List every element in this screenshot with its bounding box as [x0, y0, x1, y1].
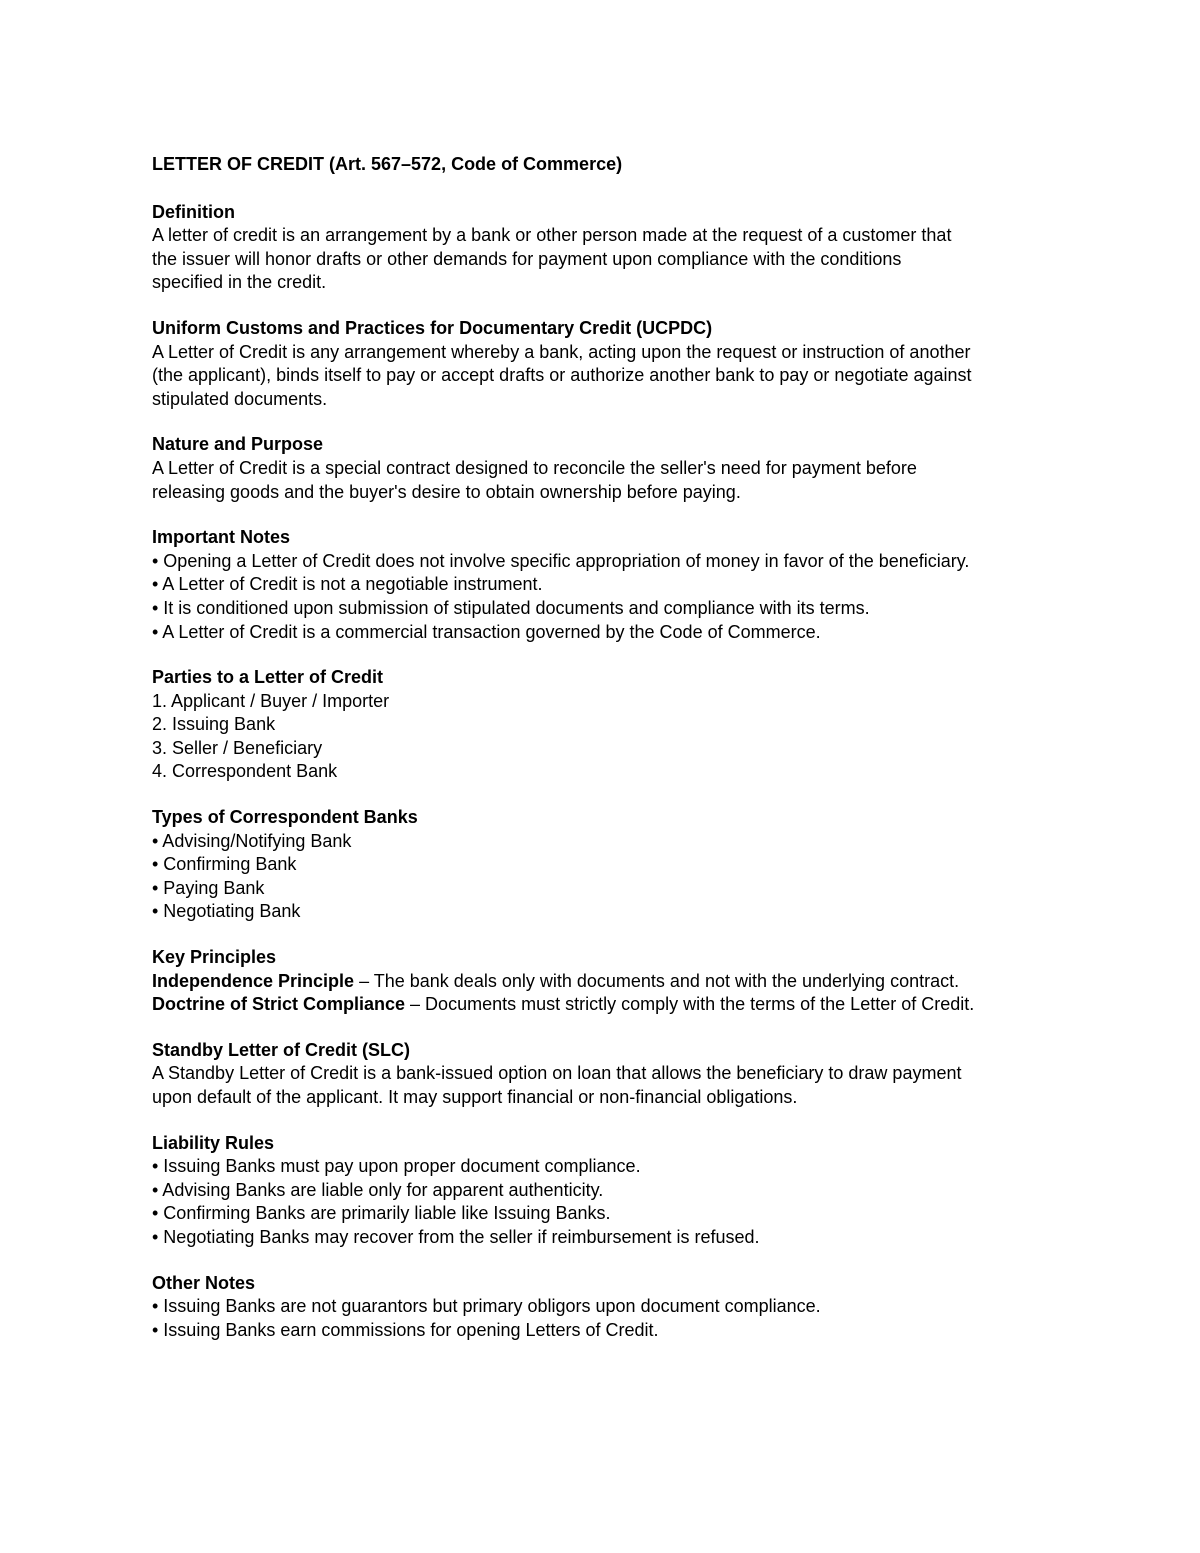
paragraph-line: the issuer will honor drafts or other demands for payment upon compliance with the conditions [152, 248, 902, 269]
section-standby [152, 1039, 1062, 1110]
bullet-list [152, 550, 1062, 644]
list-item: • Opening a Letter of Credit does not involve specific appropriation of money in favor of the beneficiary. [152, 550, 970, 571]
paragraph-line: stipulated documents. [152, 388, 328, 409]
section-ucpdc [152, 317, 1062, 411]
principle-term: Doctrine of Strict Compliance [152, 994, 406, 1015]
document-page [152, 153, 1062, 1364]
list-item: 3. Seller / Beneficiary [152, 737, 323, 758]
bullet-list [152, 1295, 1062, 1342]
section-liability [152, 1132, 1062, 1250]
section-heading: Other Notes [152, 1272, 256, 1293]
list-item: • Issuing Banks earn commissions for opening Letters of Credit. [152, 1319, 659, 1340]
list-item: • Advising/Notifying Bank [152, 830, 352, 851]
paragraph-line: specified in the credit. [152, 272, 327, 293]
list-item: • A Letter of Credit is a commercial transaction governed by the Code of Commerce. [152, 621, 821, 642]
section-definition [152, 201, 1062, 295]
numbered-list [152, 690, 1062, 784]
paragraph-line: A letter of credit is an arrangement by a bank or other person made at the request of a customer that [152, 225, 952, 246]
paragraph-line: (the applicant), binds itself to pay or accept drafts or authorize another bank to pay or negotiate against [152, 365, 972, 386]
principle-text: – Documents must strictly comply with the terms of the Letter of Credit. [405, 994, 975, 1015]
list-item: 2. Issuing Bank [152, 714, 276, 735]
list-item: • It is conditioned upon submission of stipulated documents and compliance with its terms. [152, 597, 870, 618]
paragraph-line: A Letter of Credit is a special contract designed to reconcile the seller's need for payment before [152, 457, 917, 478]
section-key-principles [152, 946, 1062, 1017]
principle-line [152, 970, 1062, 994]
list-item: • Issuing Banks must pay upon proper document compliance. [152, 1156, 641, 1177]
paragraph-line: A Letter of Credit is any arrangement whereby a bank, acting upon the request or instruction of another [152, 341, 971, 362]
paragraph-line: upon default of the applicant. It may support financial or non-financial obligations. [152, 1087, 798, 1107]
section-correspondent-types [152, 806, 1062, 924]
section-heading: Standby Letter of Credit (SLC) [152, 1039, 411, 1060]
list-item: • Issuing Banks are not guarantors but primary obligors upon document compliance. [152, 1296, 821, 1317]
list-item: 4. Correspondent Bank [152, 761, 338, 782]
section-heading: Important Notes [152, 527, 291, 548]
paragraph-line: A Standby Letter of Credit is a bank-issued option on loan that allows the beneficiary to draw payment [152, 1063, 962, 1084]
section-heading: Liability Rules [152, 1132, 275, 1153]
document-title: LETTER OF CREDIT (Art. 567–572, Code of Commerce) [152, 154, 623, 174]
section-heading: Uniform Customs and Practices for Documentary Credit (UCPDC) [152, 317, 713, 338]
list-item: • A Letter of Credit is not a negotiable instrument. [152, 574, 543, 595]
principle-line [152, 993, 1062, 1017]
section-parties [152, 666, 1062, 784]
section-nature-purpose [152, 433, 1062, 504]
principle-text: – The bank deals only with documents and not with the underlying contract. [354, 970, 960, 991]
list-item: • Negotiating Banks may recover from the seller if reimbursement is refused. [152, 1226, 760, 1247]
section-heading: Nature and Purpose [152, 434, 324, 455]
section-important-notes [152, 526, 1062, 644]
section-other-notes [152, 1272, 1062, 1343]
list-item: • Advising Banks are liable only for apparent authenticity. [152, 1179, 604, 1200]
principle-term: Independence Principle [152, 970, 355, 991]
list-item: • Paying Bank [152, 877, 265, 898]
list-item: • Confirming Banks are primarily liable like Issuing Banks. [152, 1203, 611, 1224]
list-item: • Confirming Bank [152, 854, 297, 875]
list-item: • Negotiating Bank [152, 901, 301, 922]
section-heading: Definition [152, 201, 235, 222]
bullet-list [152, 1155, 1062, 1249]
bullet-list [152, 830, 1062, 924]
section-heading: Key Principles [152, 947, 277, 968]
section-heading: Parties to a Letter of Credit [152, 667, 384, 688]
list-item: 1. Applicant / Buyer / Importer [152, 690, 390, 711]
paragraph-line: releasing goods and the buyer's desire to obtain ownership before paying. [152, 481, 741, 502]
section-heading: Types of Correspondent Banks [152, 807, 418, 828]
